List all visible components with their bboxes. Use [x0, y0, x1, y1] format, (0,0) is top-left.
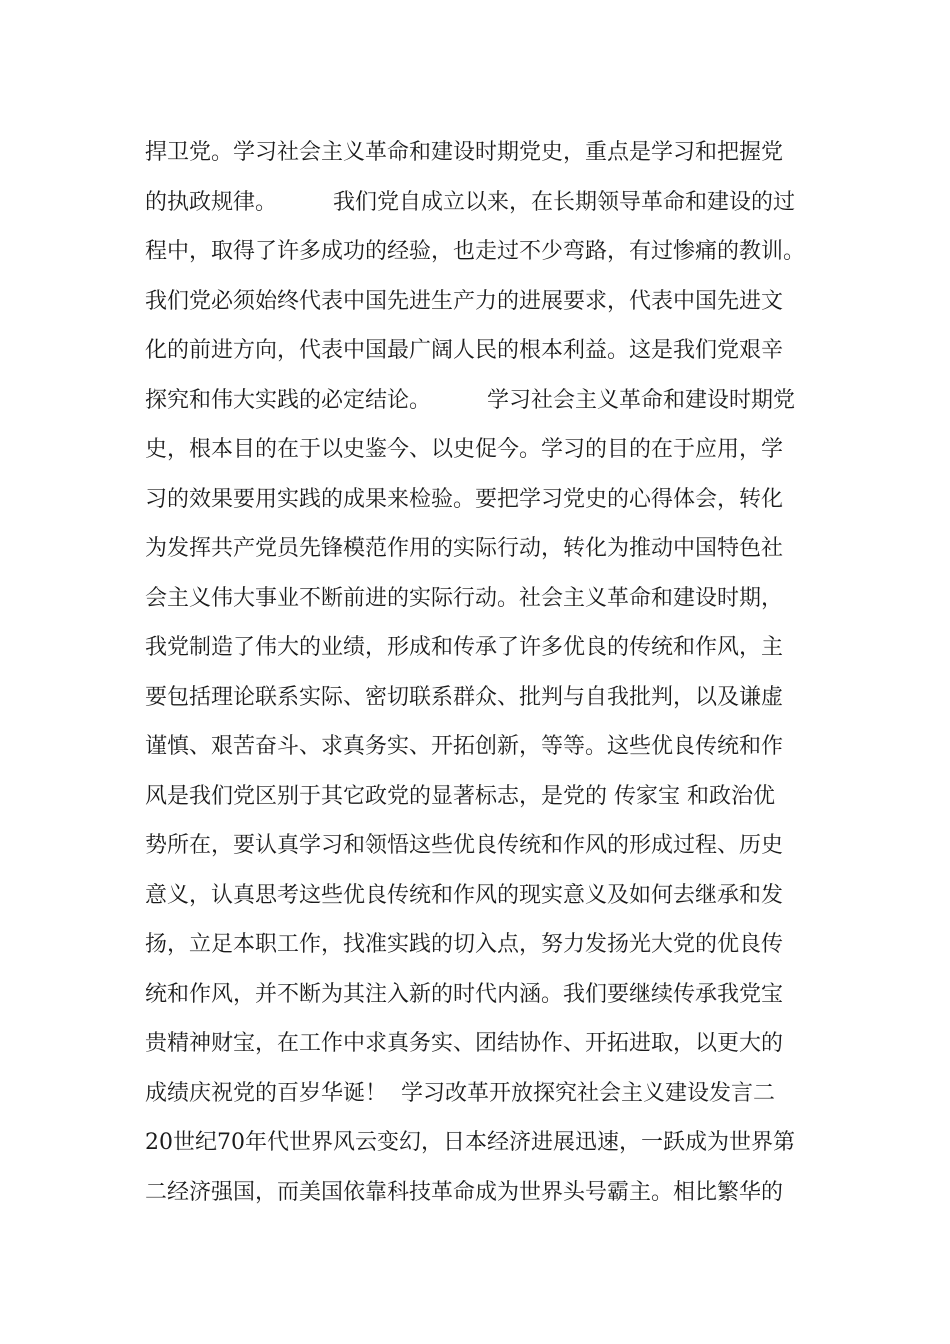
text-line: 意义，认真思考这些优良传统和作风的现实意义及如何去继承和发 — [145, 882, 784, 908]
text-line: 扬，立足本职工作，找准实践的切入点，努力发扬光大党的优良传 — [145, 932, 784, 957]
text-line: 习的效果要用实践的成果来检验。要把学习党史的心得体会，转化 — [145, 486, 784, 512]
text-line: 要包括理论联系实际、密切联系群众、批判与自我批判，以及谦虚 — [145, 684, 784, 710]
text-line: 谨慎、艰苦奋斗、求真务实、开拓创新，等等。这些优良传统和作 — [145, 734, 784, 759]
text-line: 的执政规律。 我们党自成立以来，在长期领导革命和建设的过 — [145, 189, 795, 215]
text-line: 贵精神财宝，在工作中求真务实、团结协作、开拓进取，以更大的 — [145, 1031, 784, 1056]
text-line: 成绩庆祝党的百岁华诞！ 学习改革开放探究社会主义建设发言二 — [145, 1080, 775, 1106]
text-line: 史，根本目的在于以史鉴今、以史促今。学习的目的在于应用，学 — [145, 437, 784, 462]
text-line: 势所在，要认真学习和领悟这些优良传统和作风的形成过程、历史 — [145, 833, 784, 858]
text-line: 风是我们党区别于其它政党的显著标志，是党的 传家宝 和政治优 — [145, 783, 775, 809]
text-line: 程中，取得了许多成功的经验，也走过不少弯路，有过惨痛的教训。 — [145, 239, 806, 264]
text-line: 统和作风，并不断为其注入新的时代内涵。我们要继续传承我党宝 — [145, 981, 784, 1007]
body-text — [145, 128, 845, 1217]
text-line: 我们党必须始终代表中国先进生产力的进展要求，代表中国先进文 — [145, 288, 784, 314]
text-line: 探究和伟大实践的必定结论。 学习社会主义革命和建设时期党 — [145, 387, 795, 413]
text-line: 会主义伟大事业不断前进的实际行动。社会主义革命和建设时期， — [145, 585, 784, 611]
text-line: 我党制造了伟大的业绩，形成和传承了许多优良的传统和作风，主 — [145, 635, 784, 660]
text-line: 化的前进方向，代表中国最广阔人民的根本利益。这是我们党艰辛 — [145, 338, 784, 363]
text-line: 为发挥共产党员先锋模范作用的实际行动，转化为推动中国特色社 — [145, 536, 784, 561]
text-line: 20世纪70年代世界风云变幻，日本经济进展迅速，一跃成为世界第 — [145, 1130, 795, 1155]
text-line: 二经济强国，而美国依靠科技革命成为世界头号霸主。相比繁华的 — [145, 1179, 784, 1205]
text-line: 捍卫党。学习社会主义革命和建设时期党史，重点是学习和把握党 — [145, 140, 784, 165]
